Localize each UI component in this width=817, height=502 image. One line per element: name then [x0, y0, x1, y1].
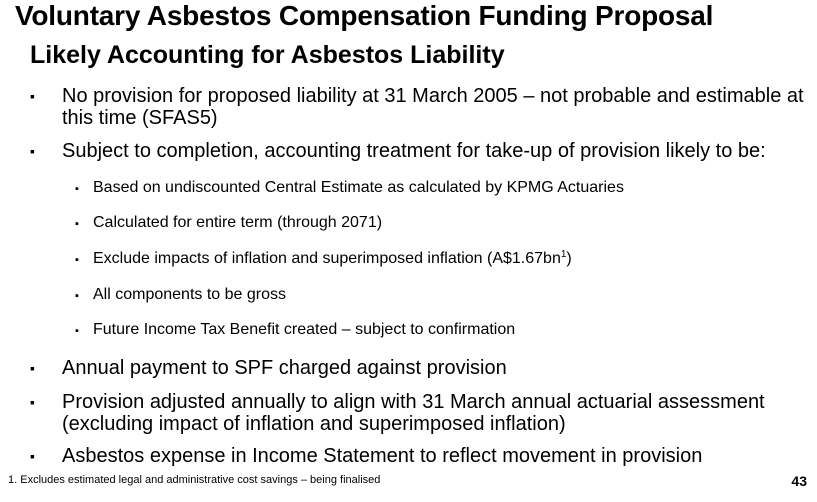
bullet-marker: ▪	[30, 448, 35, 464]
sub-bullet-marker: ▪	[75, 254, 79, 266]
bullet-text: Asbestos expense in Income Statement to reflect movement in provision	[62, 445, 703, 467]
bullet-marker: ▪	[30, 394, 35, 410]
slide-title: Voluntary Asbestos Compensation Funding Proposal	[15, 0, 714, 31]
bullet-text: Provision adjusted annually to align with 31 March annual actuarial assessment (excluding impact of inflation and superimposed inflation)	[62, 391, 765, 435]
bullet-text: No provision for proposed liability at 31 March 2005 – not probable and estimable at this time (SFAS5)	[62, 85, 804, 129]
slide-subtitle: Likely Accounting for Asbestos Liability	[30, 41, 505, 69]
bullet-text: Subject to completion, accounting treatment for take-up of provision likely to be:	[62, 140, 766, 162]
bullet-marker: ▪	[30, 143, 35, 159]
bullet-marker: ▪	[30, 88, 35, 104]
sub-bullet-marker: ▪	[75, 325, 79, 337]
bullet-text: Annual payment to SPF charged against provision	[62, 357, 507, 379]
sub-bullet-text: Exclude impacts of inflation and superimposed inflation $(A\$1.67bn^1)$	[93, 249, 572, 267]
sub-bullet-text: Based on undiscounted Central Estimate as calculated by KPMG Actuaries	[93, 179, 624, 196]
page-number: 43	[791, 473, 807, 489]
sub-bullet-text: All components to be gross	[93, 286, 286, 303]
sub-bullet-marker: ▪	[75, 290, 79, 302]
sub-bullet-marker: ▪	[75, 218, 79, 230]
sub-bullet-marker: ▪	[75, 183, 79, 195]
sub-bullet-text: Future Income Tax Benefit created – subject to confirmation	[93, 321, 516, 338]
footnote: 1. Excludes estimated legal and administrative cost savings – being finalised	[8, 474, 381, 486]
bullet-marker: ▪	[30, 360, 35, 376]
footnote-ref: 1	[560, 249, 567, 260]
sub-bullet-text: Calculated for entire term (through 2071)	[93, 214, 383, 231]
